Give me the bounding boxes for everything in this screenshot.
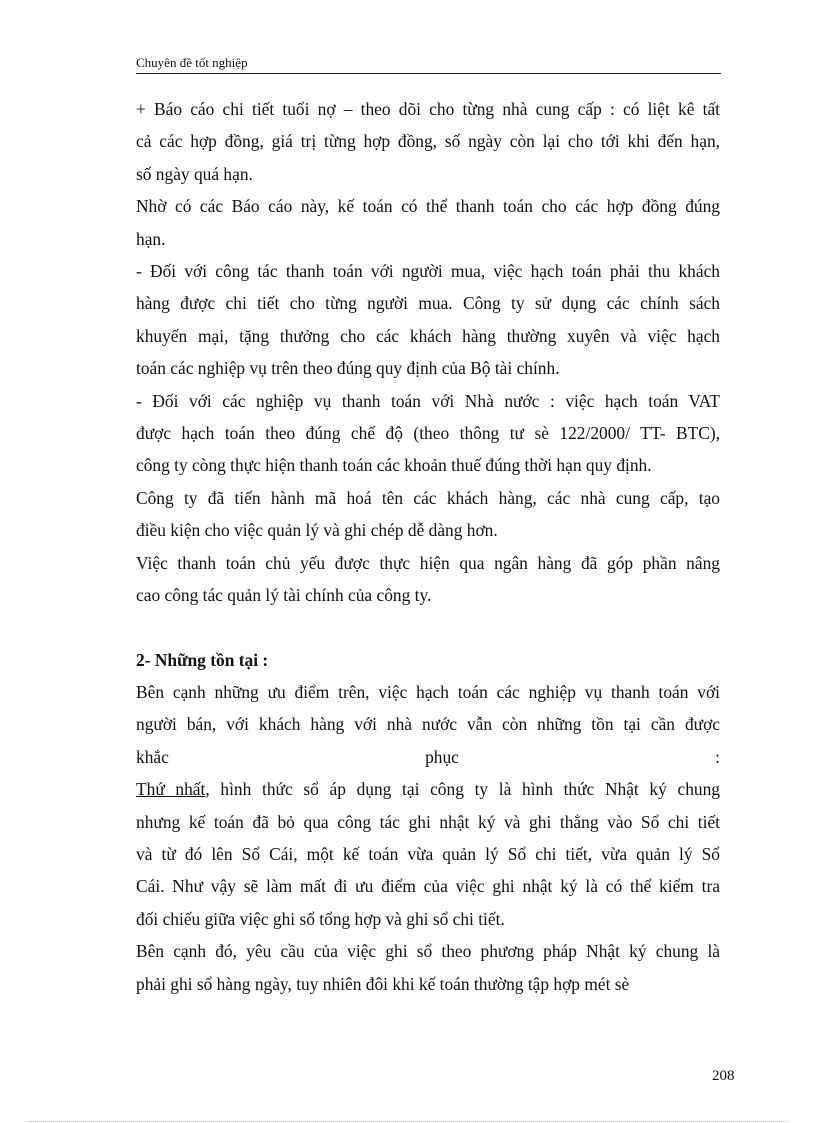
header-title: Chuyên đề tốt nghiệp <box>136 55 248 70</box>
text-line <box>136 773 720 805</box>
text-line: người bán, với khách hàng với nhà nước vẫn còn những tồn tại cần được <box>136 714 720 735</box>
text-line: Bên cạnh những ưu điểm trên, việc hạch toán các nghiệp vụ thanh toán với <box>136 681 720 702</box>
text-line: cao công tác quản lý tài chính của công ty. <box>136 585 432 606</box>
text-line: điều kiện cho việc quản lý và ghi chép dễ dàng hơn. <box>136 520 498 541</box>
page-number: 208 <box>712 1068 735 1084</box>
text-line: toán các nghiệp vụ trên theo đúng quy định của Bộ tài chính. <box>136 358 560 379</box>
text-line: Nhờ có các Báo cáo này, kế toán có thể thanh toán cho các hợp đồng đúng <box>136 196 720 217</box>
text-line: được hạch toán theo đúng chế độ (theo thông tư sè 122/2000/ TT- BTC), <box>136 423 720 444</box>
text-line: hàng được chi tiết cho từng người mua. Công ty sử dụng các chính sách <box>136 293 720 314</box>
text-line: - Đối với các nghiệp vụ thanh toán với Nhà nước : việc hạch toán VAT <box>136 390 720 411</box>
spread-line <box>136 741 720 773</box>
section-heading: 2- Những tồn tại : <box>136 649 269 670</box>
body-text <box>136 93 720 1000</box>
footer-rule <box>28 1121 788 1122</box>
spread-word: phục <box>425 746 459 767</box>
text-line: Việc thanh toán chủ yếu được thực hiện qua ngân hàng đã góp phần nâng <box>136 552 720 573</box>
spread-word: khắc <box>136 746 169 767</box>
text-line: nhưng kế toán đã bỏ qua công tác ghi nhật ký và ghi thẳng vào Sổ chi tiết <box>136 811 720 832</box>
text-line: công ty còng thực hiện thanh toán các khoản thuế đúng thời hạn quy định. <box>136 455 652 476</box>
text-line: Công ty đã tiến hành mã hoá tên các khách hàng, các nhà cung cấp, tạo <box>136 487 720 508</box>
text-line: số ngày quá hạn. <box>136 163 253 184</box>
text-line: - Đối với công tác thanh toán với người mua, việc hạch toán phải thu khách <box>136 261 720 282</box>
paragraph-gap <box>136 612 720 644</box>
text-line: khuyến mại, tặng thưởng cho các khách hàng thường xuyên và việc hạch <box>136 325 720 346</box>
text-line: hạn. <box>136 228 166 249</box>
text-line: và từ đó lên Sổ Cái, một kế toán vừa quản lý Sổ chi tiết, vừa quản lý Sổ <box>136 843 720 864</box>
running-header <box>136 55 721 74</box>
text-line: cả các hợp đồng, giá trị từng hợp đồng, số ngày còn lại cho tới khi đến hạn, <box>136 131 720 152</box>
first-rest: , hình thức sổ áp dụng tại công ty là hình thức Nhật ký chung <box>205 779 720 800</box>
spread-word: : <box>715 746 720 767</box>
text-line: Cái. Như vậy sẽ làm mất đi ưu điểm của việc ghi nhật ký là có thể kiểm tra <box>136 876 720 897</box>
text-line: đối chiếu giữa việc ghi sổ tổng hợp và ghi sổ chi tiết. <box>136 908 505 929</box>
text-line: Bên cạnh đó, yêu cầu của việc ghi sổ theo phương pháp Nhật ký chung là <box>136 941 720 962</box>
first-label: Thứ nhất <box>136 779 206 800</box>
text-line: + Báo cáo chi tiết tuổi nợ – theo dõi cho từng nhà cung cấp : có liệt kê tất <box>136 99 720 119</box>
text-line: phải ghi sổ hàng ngày, tuy nhiên đôi khi kế toán thường tập hợp mét sè <box>136 973 630 994</box>
